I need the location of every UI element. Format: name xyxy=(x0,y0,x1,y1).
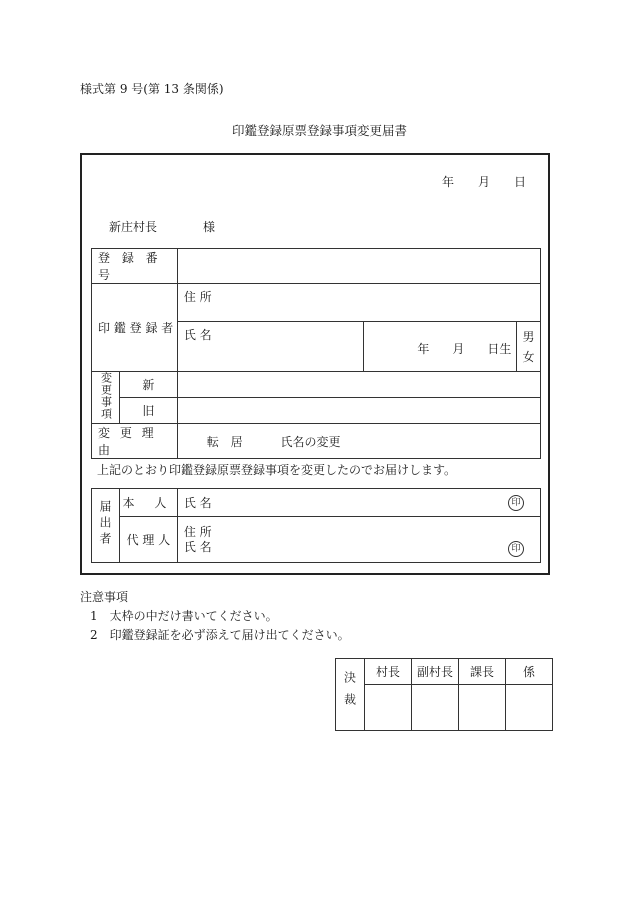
approval-col-staff: 係 xyxy=(506,659,553,685)
birth-month: 月 xyxy=(452,342,465,356)
agent-name-label: 氏 名 xyxy=(183,539,212,554)
approval-cell-deputy-mayor[interactable] xyxy=(412,685,459,731)
change-reason-label: 変 更 理 由 xyxy=(92,424,178,459)
registrant-label: 印 鑑 登 録 者 xyxy=(92,284,178,372)
date-day[interactable]: 日 xyxy=(514,175,527,189)
agent-seal-icon: 印 xyxy=(508,541,524,557)
approval-cell-staff[interactable] xyxy=(506,685,553,731)
change-new-label: 新 xyxy=(119,372,177,398)
registrant-name-label: 氏 名 xyxy=(183,328,212,342)
note-item-1: 1 太枠の中だけ書いてください。 xyxy=(90,609,278,623)
statement: 上記のとおり印鑑登録原票登録事項を変更したのでお届けします。 xyxy=(97,463,457,477)
addressee-name: 新庄村長 xyxy=(109,220,158,234)
agent-address-label: 住 所 xyxy=(183,524,212,539)
self-name-label: 氏 名 xyxy=(183,496,212,510)
registrant-name-field[interactable] xyxy=(177,322,364,372)
notifier-label: 届出者 xyxy=(92,489,120,563)
approval-cell-mayor[interactable] xyxy=(365,685,412,731)
change-old-field[interactable] xyxy=(177,398,540,424)
document-title: 印鑑登録原票登録事項変更届書 xyxy=(232,123,408,138)
change-items-label: 変更事項 xyxy=(92,372,120,424)
gender-female[interactable]: 女 xyxy=(522,349,535,364)
birth-day: 日生 xyxy=(487,342,512,356)
notifier-agent-field[interactable] xyxy=(177,517,540,563)
registrant-address-label: 住 所 xyxy=(183,290,212,304)
notes-heading: 注意事項 xyxy=(80,590,129,604)
approval-table xyxy=(335,658,553,731)
registrant-address-field[interactable] xyxy=(177,284,540,322)
gender-male[interactable]: 男 xyxy=(522,329,535,344)
reason-move[interactable]: 転 居 xyxy=(206,434,247,449)
approval-col-mayor: 村長 xyxy=(365,659,412,685)
birth-year: 年 xyxy=(417,342,430,356)
notifier-self-label: 本 人 xyxy=(119,489,177,517)
notifier-agent-label: 代 理 人 xyxy=(119,517,177,563)
date-month[interactable]: 月 xyxy=(478,175,491,189)
change-reason-field xyxy=(177,424,540,459)
note-item-2: 2 印鑑登録証を必ず添えて届け出てください。 xyxy=(90,628,350,642)
approval-label: 決裁 xyxy=(336,659,365,731)
self-seal-icon: 印 xyxy=(508,495,524,511)
registration-number-field[interactable] xyxy=(177,249,540,284)
birth-date-field[interactable] xyxy=(364,322,517,372)
change-new-field[interactable] xyxy=(177,372,540,398)
notifier-table xyxy=(91,488,541,563)
date-year[interactable]: 年 xyxy=(442,175,455,189)
approval-col-section-chief: 課長 xyxy=(459,659,506,685)
approval-cell-section-chief[interactable] xyxy=(459,685,506,731)
approval-col-deputy-mayor: 副村長 xyxy=(412,659,459,685)
notifier-self-name-field[interactable] xyxy=(177,489,540,517)
form-frame xyxy=(80,153,550,575)
change-old-label: 旧 xyxy=(119,398,177,424)
gender-field[interactable] xyxy=(516,322,540,372)
registration-number-label: 登 録 番 号 xyxy=(92,249,178,284)
reason-name-change[interactable]: 氏名の変更 xyxy=(280,434,341,449)
main-form-table xyxy=(91,248,541,459)
addressee-honorific: 様 xyxy=(203,220,216,234)
form-number: 様式第 9 号(第 13 条関係) xyxy=(80,82,224,96)
